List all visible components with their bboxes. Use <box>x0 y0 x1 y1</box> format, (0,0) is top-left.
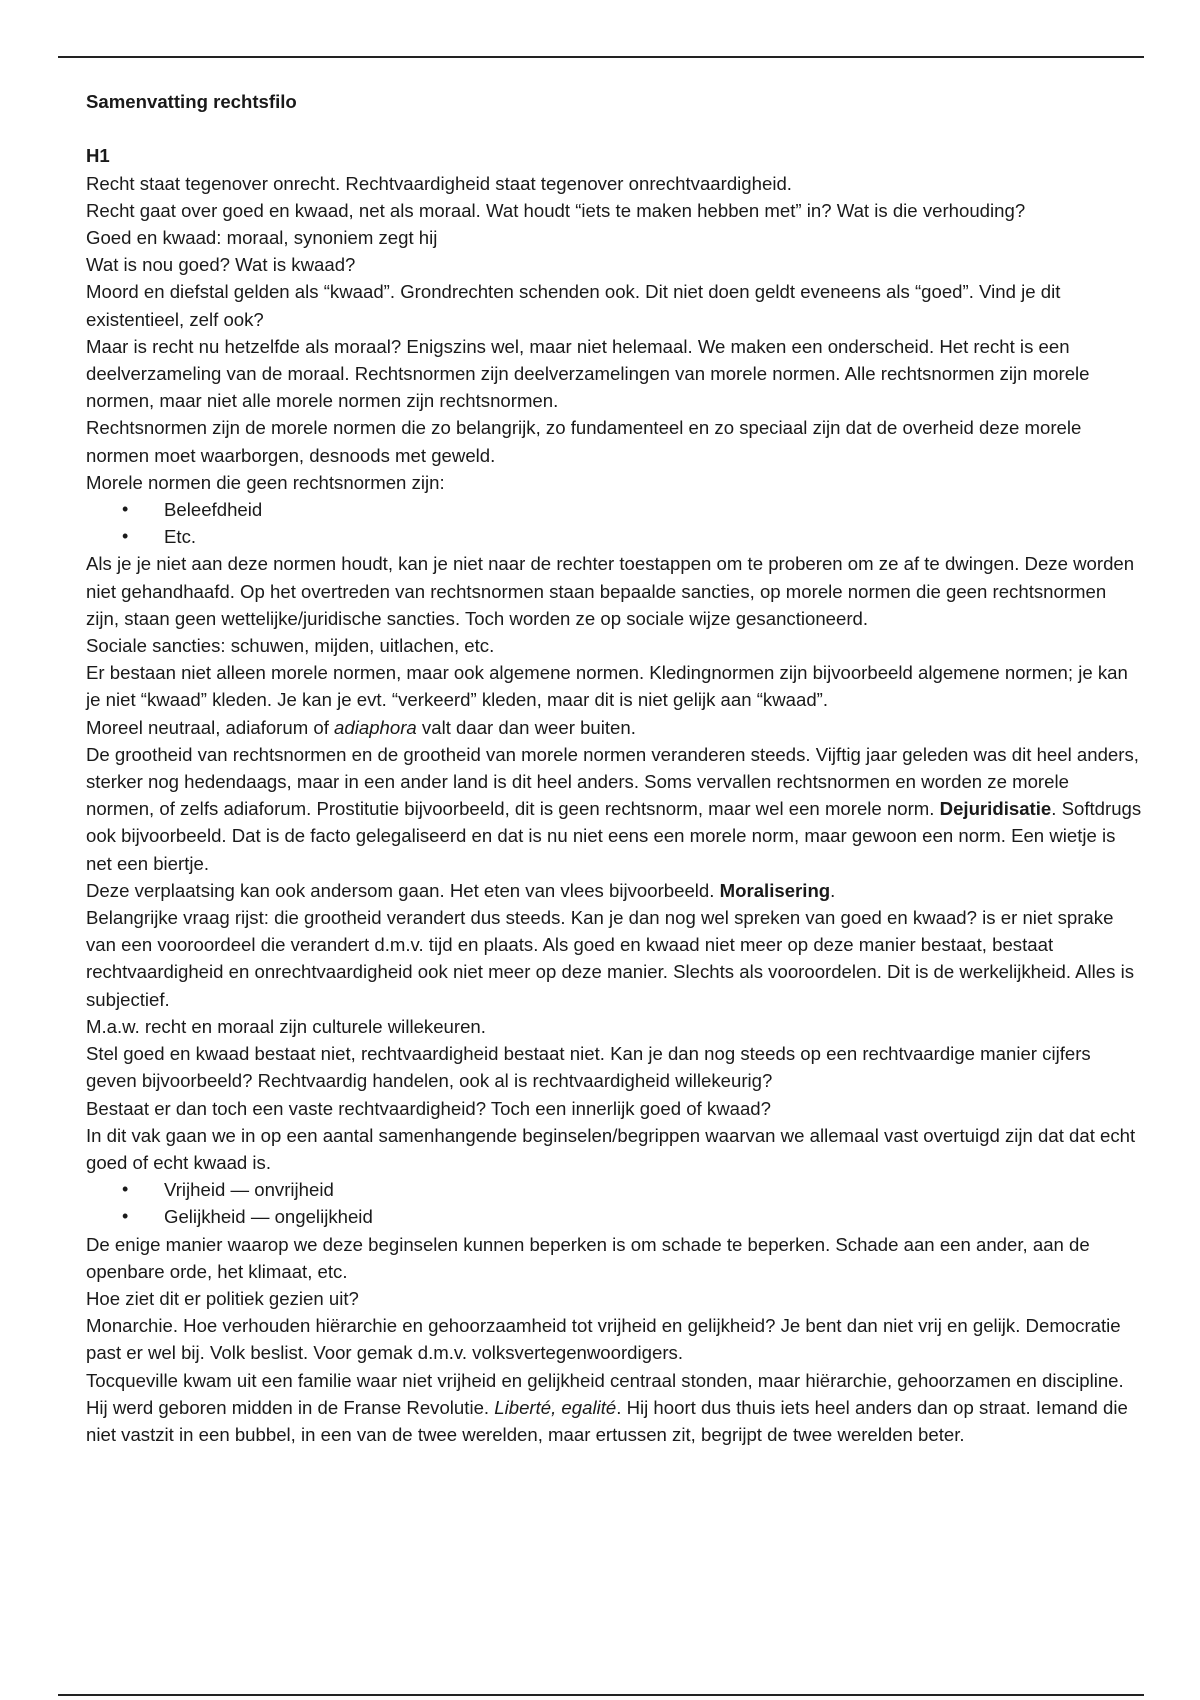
list-item: • Beleefdheid <box>86 496 1142 523</box>
section-heading: H1 <box>86 145 110 167</box>
text-run: valt daar dan weer buiten. <box>416 716 636 738</box>
paragraph-16: M.a.w. recht en moraal zijn culturele willekeuren. <box>86 1015 486 1037</box>
paragraph-5: Moord en diefstal gelden als “kwaad”. Grondrechten schenden ook. Dit niet doen geldt eveneens als “goed”. Vind je dit existentieel, zelf ook? <box>86 281 1061 330</box>
paragraph-12 <box>86 714 1142 741</box>
text-run: . Softdrugs ook bijvoorbeeld. Dat is de facto gelegaliseerd en dat is nu niet eens een morele norm, maar gewoon een norm. Een wietje is net een biertje. <box>86 798 1142 874</box>
bullet-list-2 <box>86 1176 1142 1230</box>
paragraph-20: De enige manier waarop we deze beginselen kunnen beperken is om schade te beperken. Schade aan een ander, aan de openbare orde, het klimaat, etc. <box>86 1233 1090 1282</box>
paragraph-21: Hoe ziet dit er politiek gezien uit? <box>86 1287 359 1309</box>
paragraph-22: Monarchie. Hoe verhouden hiërarchie en gehoorzaamheid tot vrijheid en gelijkheid? Je bent dan niet vrij en gelijk. Democratie past er wel bij. Volk beslist. Voor gemak d.m.v. volksvertegenwoordigers. <box>86 1315 1121 1364</box>
paragraph-11: Er bestaan niet alleen morele normen, maar ook algemene normen. Kledingnormen zijn bijvoorbeeld algemene normen; je kan je niet “kwaad” kleden. Je kan je evt. “verkeerd” kleden, maar dit is niet gelijk aan “kwaad”. <box>86 662 1128 711</box>
text-run: De grootheid van rechtsnormen en de grootheid van morele normen veranderen steeds. Vijftig jaar geleden was dit heel anders, sterker nog hedendaags, maar in een ander land is dit heel anders. Soms vervallen rechtsnormen en worden ze morele normen, of zelfs adiaforum. Prostitutie bijvoorbeeld, dit is geen rechtsnorm, maar wel een morele norm. <box>86 743 1139 820</box>
italic-term: adiaphora <box>334 716 417 738</box>
italic-term: Liberté, egalité <box>494 1396 617 1418</box>
text-run: Deze verplaatsing kan ook andersom gaan. Het eten van vlees bijvoorbeeld. <box>86 879 720 901</box>
paragraph-1: Recht staat tegenover onrecht. Rechtvaardigheid staat tegenover onrechtvaardigheid. <box>86 172 792 194</box>
header-rule <box>58 56 1144 58</box>
document-body <box>86 88 1142 1448</box>
text-run: Moreel neutraal, adiaforum of <box>86 716 335 738</box>
paragraph-9: Als je je niet aan deze normen houdt, kan je niet naar de rechter toestappen om te proberen om ze af te dwingen. Deze worden niet gehandhaafd. Op het overtreden van rechtsnormen staan bepaalde sancties, op morele normen die geen rechtsnormen zijn, staan geen wettelijke/juridische sancties. Toch worden ze op sociale wijze gesanctioneerd. <box>86 553 1135 629</box>
list-item: • Gelijkheid — ongelijkheid <box>86 1203 1142 1230</box>
paragraph-19: In dit vak gaan we in op een aantal samenhangende beginselen/begrippen waarvan we allemaal vast overtuigd zijn dat dat echt goed of echt kwaad is. <box>86 1124 1136 1173</box>
footer-rule <box>58 1694 1144 1696</box>
paragraph-6: Maar is recht nu hetzelfde als moraal? Enigszins wel, maar niet helemaal. We maken een onderscheid. Het recht is een deelverzameling van de moraal. Rechtsnormen zijn deelverzamelingen van morele normen. Alle rechtsnormen zijn morele normen, maar niet alle morele normen zijn rechtsnormen. <box>86 335 1090 412</box>
paragraph-17: Stel goed en kwaad bestaat niet, rechtvaardigheid bestaat niet. Kan je dan nog steeds op een rechtvaardige manier cijfers geven bijvoorbeeld? Rechtvaardig handelen, ook al is rechtvaardigheid willekeurig? <box>86 1043 1091 1092</box>
paragraph-2: Recht gaat over goed en kwaad, net als moraal. Wat houdt “iets te maken hebben met” in? Wat is die verhouding? <box>86 199 1026 221</box>
document-title: Samenvatting rechtsfilo <box>86 91 297 112</box>
paragraph-14 <box>86 877 1142 904</box>
bold-term: Moralisering <box>719 879 831 901</box>
blank-line <box>86 115 1142 142</box>
paragraph-3: Goed en kwaad: moraal, synoniem zegt hij <box>86 227 438 248</box>
paragraph-4: Wat is nou goed? Wat is kwaad? <box>86 254 356 276</box>
paragraph-8: Morele normen die geen rechtsnormen zijn: <box>86 471 445 493</box>
paragraph-13 <box>86 741 1142 877</box>
paragraph-23 <box>86 1367 1142 1449</box>
paragraph-7: Rechtsnormen zijn de morele normen die zo belangrijk, zo fundamenteel en zo speciaal zijn dat de overheid deze morele normen moet waarborgen, desnoods met geweld. <box>86 417 1082 466</box>
text-run: Tocqueville kwam uit een familie waar niet vrijheid en gelijkheid centraal stonden, maar hiërarchie, gehoorzamen en discipline. Hij werd geboren midden in de Franse Revolutie. <box>86 1369 1124 1418</box>
list-item: • Etc. <box>86 523 1142 550</box>
text-run: . Hij hoort dus thuis iets heel anders dan op straat. Iemand die niet vastzit in een bubbel, in een van de twee werelden, maar ertussen zit, begrijpt de twee werelden beter. <box>86 1396 1128 1445</box>
paragraph-18: Bestaat er dan toch een vaste rechtvaardigheid? Toch een innerlijk goed of kwaad? <box>86 1097 771 1119</box>
paragraph-15: Belangrijke vraag rijst: die grootheid verandert dus steeds. Kan je dan nog wel spreken van goed en kwaad? is er niet sprake van een vooroordeel die verandert d.m.v. tijd en plaats. Als goed en kwaad niet meer op deze manier bestaat, bestaat rechtvaardigheid en onrechtvaardigheid ook niet meer op deze manier. Slechts als vooroordelen. Dit is de werkelijkheid. Alles is subjectief. <box>86 907 1135 1010</box>
list-item: • Vrijheid — onvrijheid <box>86 1176 1142 1203</box>
bullet-list-1 <box>86 496 1142 550</box>
text-run: . <box>830 879 836 901</box>
paragraph-10: Sociale sancties: schuwen, mijden, uitlachen, etc. <box>86 635 495 657</box>
bold-term: Dejuridisatie <box>939 798 1052 820</box>
